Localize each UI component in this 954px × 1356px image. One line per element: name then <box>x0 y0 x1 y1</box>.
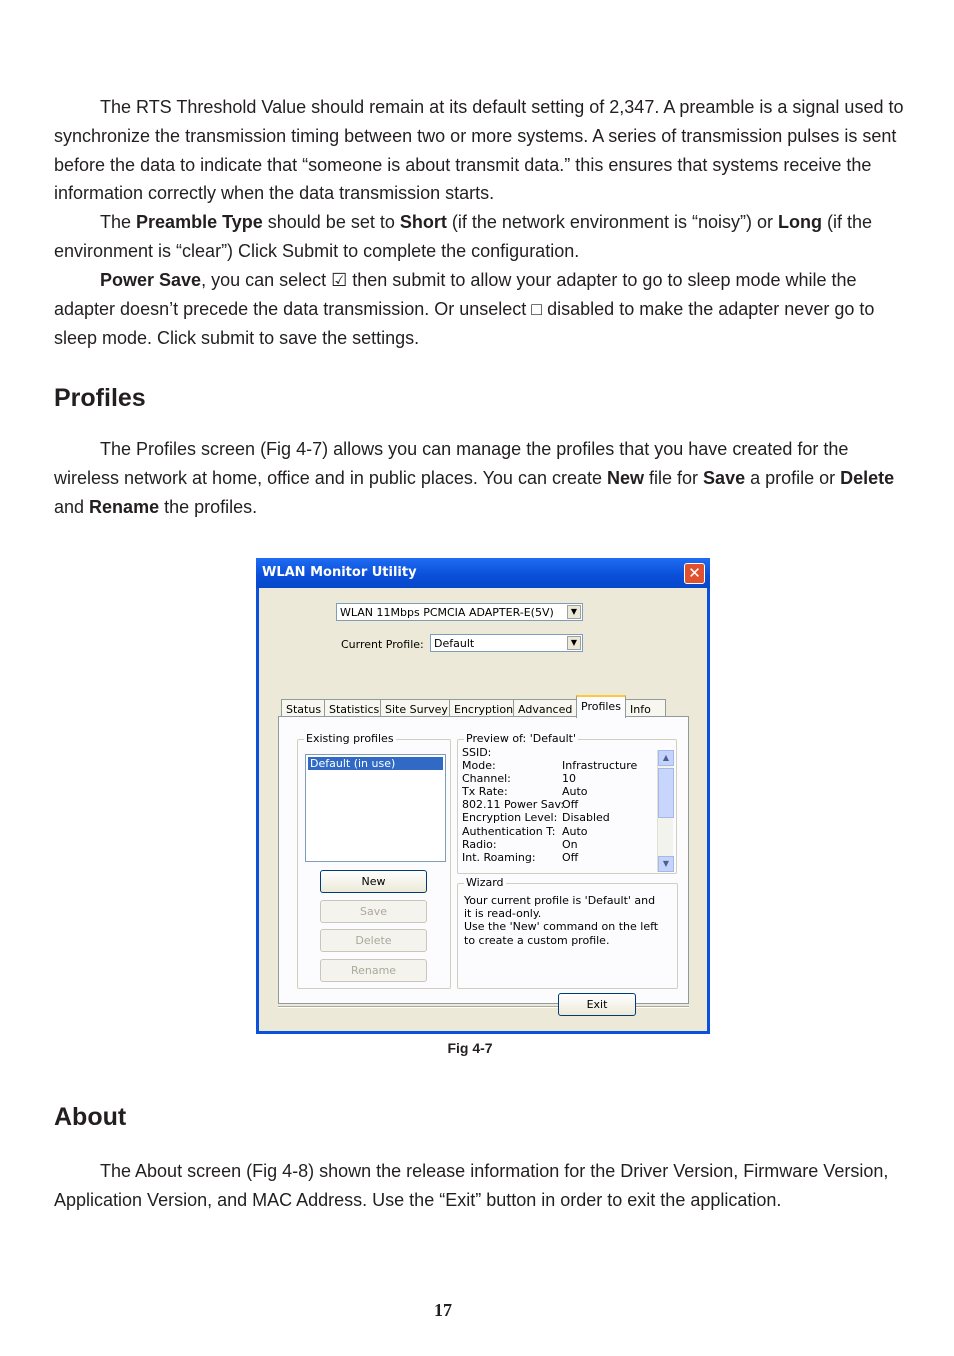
scroll-thumb[interactable] <box>658 768 674 818</box>
scroll-up-icon[interactable]: ▲ <box>658 750 674 766</box>
preview-value: Off <box>562 798 579 812</box>
paragraph-power-save: Power Save, you can select ☑ then submit to allow your adapter to go to sleep mode while the adapter doesn’t precede the data transmission. Or unselect □ disabled to make the adapter never go to sleep mode. Click submit to save the settings. <box>54 270 875 348</box>
preview-key: Authentication T: <box>462 824 556 838</box>
preview-key: Int. Roaming: <box>462 850 536 864</box>
preview-row <box>462 851 637 864</box>
heading-profiles: Profiles <box>54 384 146 412</box>
close-icon[interactable]: ✕ <box>684 563 705 584</box>
preview-key: 802.11 Power Sav: <box>462 798 565 812</box>
new-button[interactable]: New <box>320 870 427 893</box>
preview-key: Channel: <box>462 772 511 786</box>
tab-encryption[interactable]: Encryption <box>449 699 518 717</box>
preview-value: On <box>562 837 578 851</box>
tab-status[interactable]: Status <box>281 699 326 717</box>
profiles-listbox[interactable] <box>305 754 446 862</box>
preview-list <box>462 746 637 864</box>
chevron-down-icon: ▼ <box>567 636 581 650</box>
preview-value: Infrastructure <box>562 759 638 773</box>
current-profile-dropdown[interactable]: Default ▼ <box>430 634 583 652</box>
title-bar <box>256 558 710 588</box>
tab-site-survey[interactable]: Site Survey <box>380 699 453 717</box>
preview-value: Auto <box>562 785 588 799</box>
save-button[interactable]: Save <box>320 900 427 923</box>
tab-info[interactable]: Info <box>625 699 666 717</box>
current-profile-label: Current Profile: <box>341 638 424 651</box>
scroll-down-icon[interactable]: ▼ <box>658 856 674 872</box>
preview-key: SSID: <box>462 746 492 759</box>
tab-statistics[interactable]: Statistics <box>324 699 384 717</box>
existing-profiles-group: Existing profiles Default (in use) New Save Delete Rename <box>297 739 451 989</box>
preview-value: Disabled <box>562 811 610 825</box>
tab-advanced[interactable]: Advanced <box>513 699 577 717</box>
heading-about: About <box>54 1103 127 1131</box>
preview-key: Encryption Level: <box>462 811 558 825</box>
list-item[interactable]: Default (in use) <box>308 757 443 770</box>
exit-button[interactable]: Exit <box>558 993 636 1016</box>
preview-row <box>462 798 637 811</box>
wizard-group: Wizard Your current profile is 'Default' and it is read-only. Use the 'New' command on the left to create a custom profile. <box>457 883 678 989</box>
preview-row <box>462 825 637 838</box>
preview-row <box>462 746 637 759</box>
preview-key: Tx Rate: <box>462 785 508 799</box>
delete-button[interactable]: Delete <box>320 929 427 952</box>
figure-caption: Fig 4-7 <box>447 1040 493 1056</box>
wizard-text: Your current profile is 'Default' and it is read-only. Use the 'New' command on the left to create a custom profile. <box>464 894 659 947</box>
preview-row <box>462 838 637 851</box>
rename-button[interactable]: Rename <box>320 959 427 982</box>
preview-row <box>462 785 637 798</box>
preview-row <box>462 811 637 824</box>
paragraph-preamble: The Preamble Type should be set to Short (if the network environment is “noisy”) or Long (if the environment is “clear”) Click Submit to complete the configuration. <box>54 212 872 261</box>
preview-value: 10 <box>562 772 576 786</box>
wlan-monitor-window <box>256 558 710 1034</box>
paragraph-profiles: The Profiles screen (Fig 4-7) allows you can manage the profiles that you have created for the wireless network at home, office and in public places. You can create New file for Save a profile or Delete and Rename the profiles. <box>54 439 895 517</box>
preview-row <box>462 759 637 772</box>
window-title: WLAN Monitor Utility <box>262 565 417 580</box>
preview-group: Preview of: 'Default' SSID: Mode: Infrastructure Channel: 10 Tx Rate: Auto 802.11 Power Sav: Off Encryption Level: Disabled Authentication T: Auto Radio: On Int. Roaming: Off ▲ ▼ <box>457 739 677 874</box>
preview-scrollbar[interactable] <box>657 750 673 872</box>
tab-profiles[interactable]: Profiles <box>576 695 626 718</box>
adapter-dropdown[interactable]: WLAN 11Mbps PCMCIA ADAPTER-E(5V) ▼ <box>336 603 583 621</box>
preview-row <box>462 772 637 785</box>
preview-key: Radio: <box>462 837 497 851</box>
paragraph-rts: The RTS Threshold Value should remain at its default setting of 2,347. A preamble is a signal used to synchronize the transmission timing between two or more systems. A series of transmission pulses is sent before the data to indicate that “someone is about transmit data.” this ensures that systems receive the information correctly when the data transmission starts. <box>54 97 904 204</box>
preview-value: Off <box>562 850 579 864</box>
chevron-down-icon: ▼ <box>567 605 581 619</box>
window-client <box>259 588 707 1031</box>
paragraph-about: The About screen (Fig 4-8) shown the release information for the Driver Version, Firmware Version, Application Version, and MAC Address. Use the “Exit” button in order to exit the application. <box>54 1161 889 1210</box>
page-number: 17 <box>434 1300 452 1320</box>
profiles-tab-panel <box>278 716 689 1004</box>
preview-key: Mode: <box>462 759 496 773</box>
preview-value: Auto <box>562 824 588 838</box>
